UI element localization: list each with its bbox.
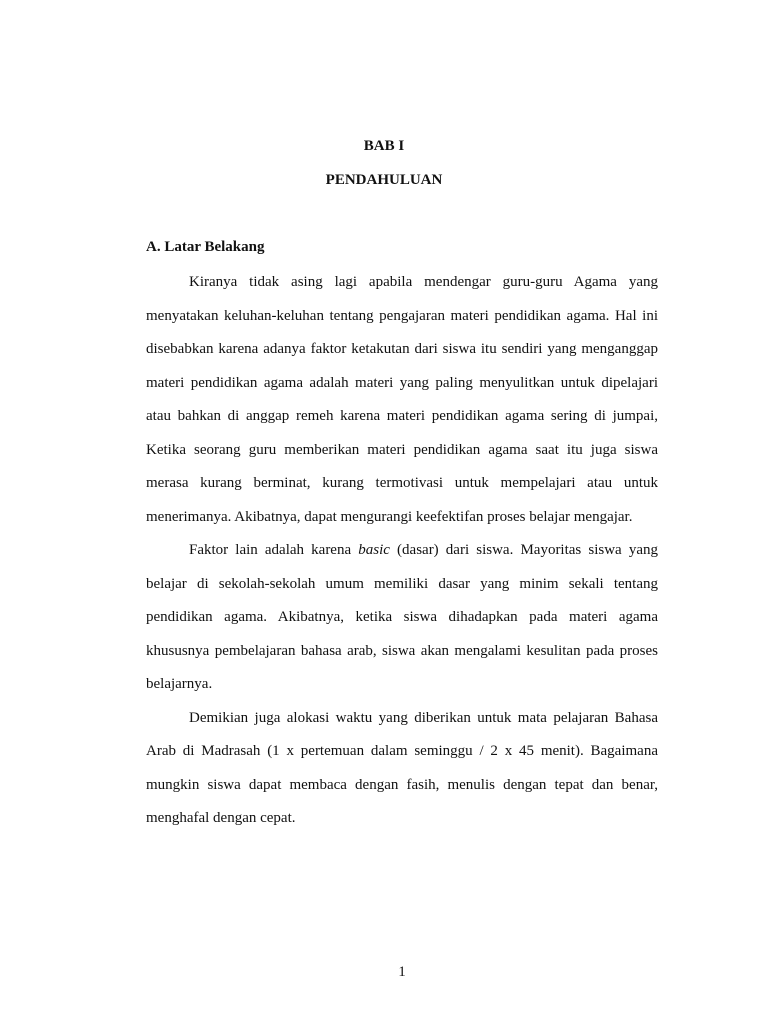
body-text	[146, 266, 658, 836]
paragraph-2-start: Faktor lain adalah karena	[189, 542, 359, 558]
section-heading: A. Latar Belakang	[146, 239, 265, 255]
paragraph-1: Kiranya tidak asing lagi apabila mendengar guru-guru Agama yang menyatakan keluhan-keluhan tentang pengajaran materi pendidikan agama. Hal ini disebabkan karena adanya faktor ketakutan dari siswa itu sendiri yang menganggap materi pendidikan agama adalah materi yang paling menyulitkan untuk dipelajari atau bahkan di anggap remeh karena materi pendidikan agama sering di jumpai, Ketika seorang guru memberikan materi pendidikan agama saat itu juga siswa merasa kurang berminat, kurang termotivasi untuk mempelajari atau untuk menerimanya. Akibatnya, dapat mengurangi keefektifan proses belajar mengajar.	[146, 274, 658, 525]
italic-term: basic	[358, 542, 390, 558]
paragraph-2-end: (dasar) dari siswa. Mayoritas siswa yang belajar di sekolah-sekolah umum memiliki dasar yang minim sekali tentang pendidikan agama. Akibatnya, ketika siswa dihadapkan pada materi agama khususnya pembelajaran bahasa arab, siswa akan mengalami kesulitan pada proses belajarnya.	[146, 542, 658, 692]
page-number: 1	[398, 964, 406, 980]
paragraph-2	[146, 534, 658, 702]
chapter-number: BAB I	[363, 138, 405, 154]
paragraph-3: Demikian juga alokasi waktu yang diberikan untuk mata pelajaran Bahasa Arab di Madrasah (1 x pertemuan dalam seminggu / 2 x 45 menit). Bagaimana mungkin siswa dapat membaca dengan fasih, menulis dengan tepat dan benar, menghafal dengan cepat.	[146, 709, 658, 826]
chapter-title: PENDAHULUAN	[325, 172, 443, 188]
